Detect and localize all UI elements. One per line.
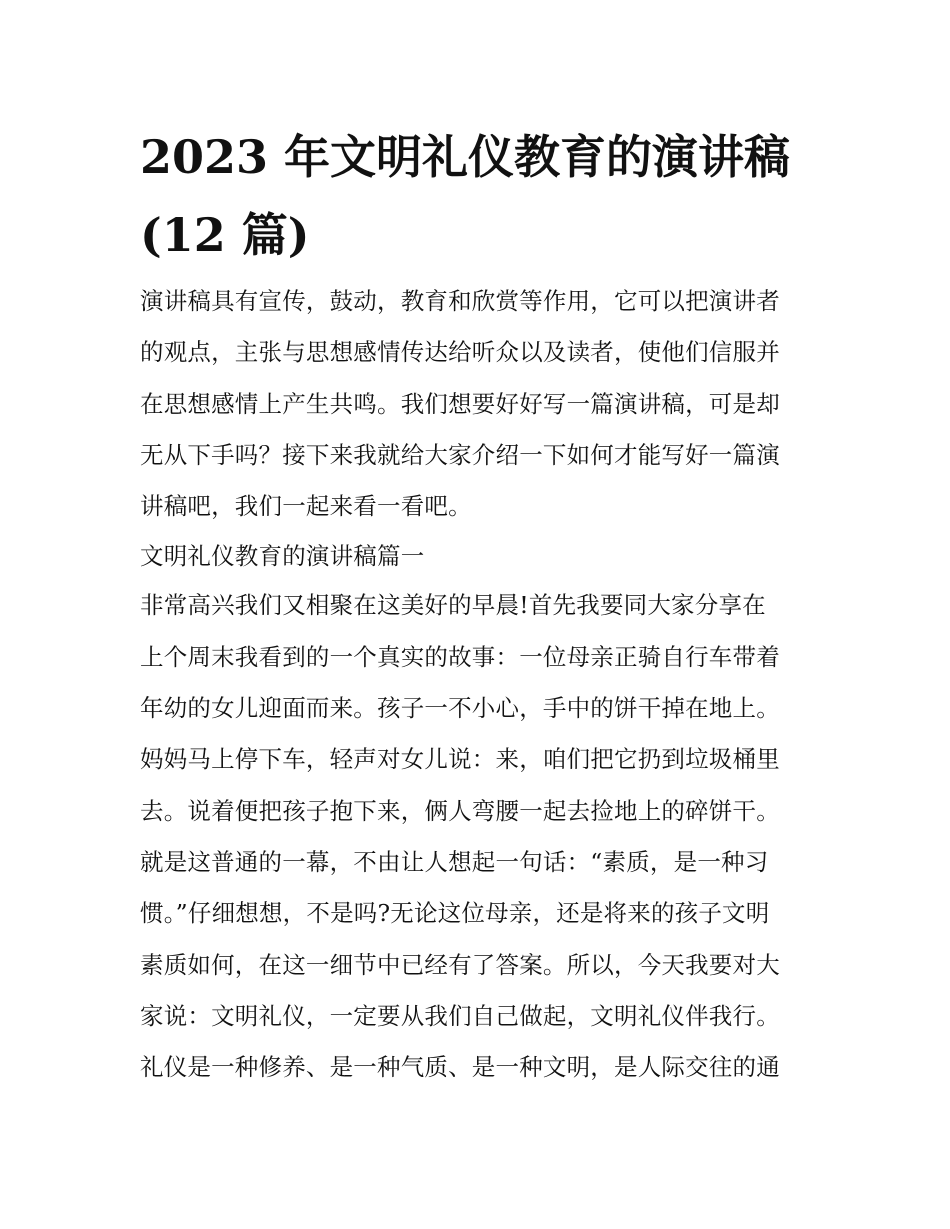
section-line: 去。说着便把孩子抱下来，俩人弯腰一起去捡地上的碎饼干。 <box>140 796 780 825</box>
section-line: 惯。”仔细想想，不是吗?无论这位母亲，还是将来的孩子文明 <box>140 899 770 928</box>
intro-line: 演讲稿具有宣传，鼓动，教育和欣赏等作用，它可以把演讲者 <box>140 287 780 315</box>
section-heading: 文明礼仪教育的演讲稿篇一 <box>140 542 425 571</box>
document-title <box>140 118 820 274</box>
title-line-1: 2023 年文明礼仪教育的演讲稿 <box>140 130 791 184</box>
intro-line: 无从下手吗？接下来我就给大家介绍一下如何才能写好一篇演 <box>140 440 780 469</box>
section-line: 年幼的女儿迎面而来。孩子一不小心，手中的饼干掉在地上。 <box>140 694 780 723</box>
section-line: 素质如何，在这一细节中已经有了答案。所以，今天我要对大 <box>140 950 780 979</box>
section-line: 家说：文明礼仪，一定要从我们自己做起，文明礼仪伴我行。 <box>140 1001 780 1030</box>
intro-line: 的观点，主张与思想感情传达给听众以及读者，使他们信服并 <box>140 338 780 367</box>
title-line-2: (12 篇) <box>140 208 310 262</box>
section-line: 非常高兴我们又相聚在这美好的早晨!首先我要同大家分享在 <box>140 591 766 620</box>
document-body <box>140 276 830 1093</box>
section-line: 妈妈马上停下车，轻声对女儿说：来，咱们把它扔到垃圾桶里 <box>140 745 780 774</box>
section-line: 上个周末我看到的一个真实的故事：一位母亲正骑自行车带着 <box>140 642 780 671</box>
section-line: 礼仪是一种修养、是一种气质、是一种文明，是人际交往的通 <box>140 1053 780 1082</box>
intro-line: 讲稿吧，我们一起来看一看吧。 <box>140 492 472 521</box>
section-line: 就是这普通的一幕，不由让人想起一句话：“素质，是一种习 <box>140 847 769 876</box>
intro-line: 在思想感情上产生共鸣。我们想要好好写一篇演讲稿，可是却 <box>140 389 780 418</box>
